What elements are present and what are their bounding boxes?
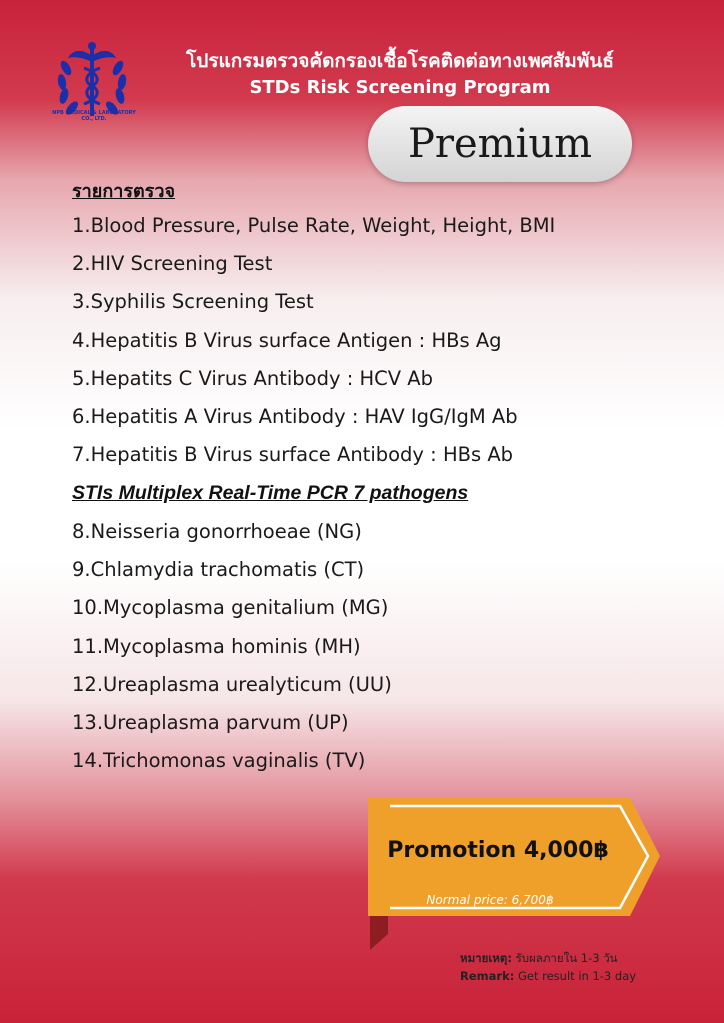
list-item: 9.Chlamydia trachomatis (CT) [72, 558, 365, 582]
remark-thai-label: หมายเหตุ: [460, 951, 512, 965]
list-item: 14.Trichomonas vaginalis (TV) [72, 749, 366, 773]
remark-thai [460, 950, 618, 968]
premium-badge [368, 106, 632, 182]
list-item: 4.Hepatitis B Virus surface Antigen : HBs Ag [72, 328, 502, 352]
promotion-price: Promotion 4,000฿ [387, 838, 609, 863]
list-item: 13.Ureaplasma parvum (UP) [72, 710, 349, 734]
list-item: 6.Hepatitis A Virus Antibody : HAV IgG/IgM Ab [72, 404, 518, 428]
premium-badge-label: Premium [407, 121, 593, 167]
title-english: STDs Risk Screening Program [249, 77, 551, 98]
list-item: 12.Ureaplasma urealyticum (UU) [72, 672, 392, 696]
remark-thai-text: รับผลภายใน 1-3 วัน [511, 951, 618, 965]
title-thai: โปรแกรมตรวจคัดกรองเชื้อโรคติดต่อทางเพศสัมพันธ์ [186, 50, 614, 72]
section-heading-pcr: STIs Multiplex Real-Time PCR 7 pathogens [72, 482, 469, 504]
list-item: 2.HIV Screening Test [72, 252, 273, 276]
promotion-ribbon [368, 798, 660, 950]
list-item: 5.Hepatits C Virus Antibody : HCV Ab [72, 366, 434, 390]
checklist-pcr [72, 513, 392, 780]
logo-company-name: NPB MEDICAL & LABORATORY CO., LTD. [52, 110, 136, 122]
list-item: 8.Neisseria gonorrhoeae (NG) [72, 520, 362, 543]
list-item: 3.Syphilis Screening Test [72, 290, 314, 314]
list-item: 7.Hepatitis B Virus surface Antibody : HBs Ab [72, 443, 514, 467]
normal-price: Normal price: 6,700฿ [426, 893, 554, 907]
section-heading-checklist: รายการตรวจ [72, 181, 176, 202]
remark-english-label: Remark: [460, 969, 515, 983]
remark-english [460, 969, 636, 983]
list-item: 1.Blood Pressure, Pulse Rate, Weight, Height, BMI [72, 214, 556, 237]
list-item: 10.Mycoplasma genitalium (MG) [72, 596, 389, 620]
checklist-basic [72, 207, 555, 474]
list-item: 11.Mycoplasma hominis (MH) [72, 634, 361, 658]
remark-english-text: Get result in 1-3 day [514, 969, 637, 983]
